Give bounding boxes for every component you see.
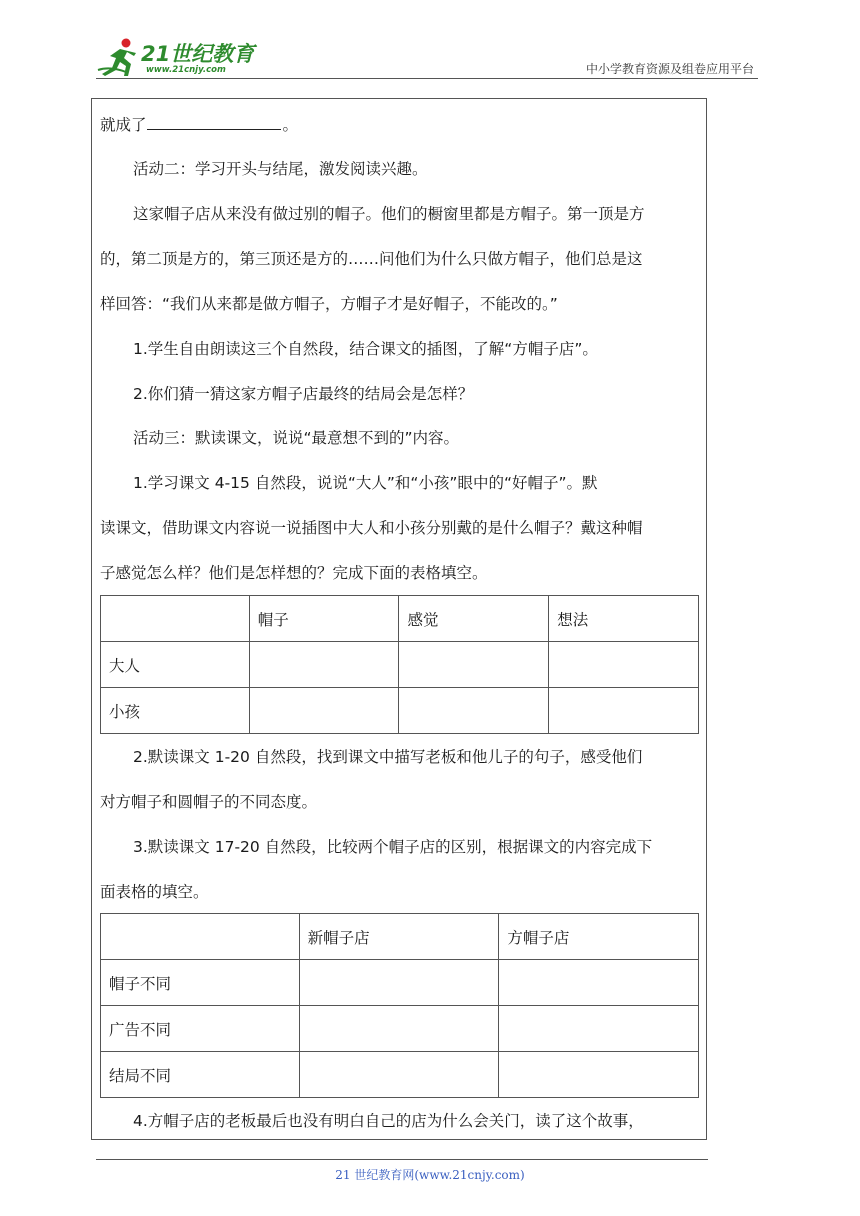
table-adult-child-hats: [100, 595, 699, 734]
table-fill-cell[interactable]: [549, 642, 699, 688]
question-2: 2.你们猜一猜这家方帽子店最终的结局会是怎样？: [133, 385, 474, 403]
table-fill-cell[interactable]: [249, 688, 399, 734]
activity2-title: 活动二：学习开头与结尾，激发阅读兴趣。: [133, 160, 428, 178]
platform-title: 中小学教育资源及组卷应用平台: [585, 62, 754, 76]
a3-question-1-line-2: 读课文，借助课文内容说一说插图中大人和小孩分别戴的是什么帽子？戴这种帽: [100, 519, 643, 537]
table-fill-cell[interactable]: [499, 960, 699, 1006]
header-divider: [96, 78, 758, 79]
row-label: 大人: [101, 642, 250, 688]
a3-question-1-line-3: 子感觉怎么样？他们是怎样想的？完成下面的表格填空。: [100, 564, 488, 582]
table-fill-cell[interactable]: [399, 642, 549, 688]
footer-divider: [96, 1159, 708, 1160]
line-end: 。: [282, 116, 299, 134]
row-label: 帽子不同: [101, 960, 300, 1006]
table-fill-cell[interactable]: [399, 688, 549, 734]
table-row: [101, 642, 699, 688]
line-text: 就成了: [100, 116, 147, 134]
table-fill-cell[interactable]: [499, 1052, 699, 1098]
table-row: [101, 1006, 699, 1052]
runner-logo-icon: [96, 36, 142, 78]
brand-url: www.21cnjy.com: [146, 65, 226, 75]
table-row: [101, 960, 699, 1006]
table-header-cell: 帽子: [249, 596, 399, 642]
table-row: [101, 688, 699, 734]
a3-question-3-line-1: 3.默读课文 17-20 自然段，比较两个帽子店的区别，根据课文的内容完成下: [133, 838, 653, 856]
quote-line-3: 样回答：“我们从来都是做方帽子，方帽子才是好帽子，不能改的。”: [100, 295, 558, 313]
table-fill-cell[interactable]: [499, 1006, 699, 1052]
a3-question-2-line-1: 2.默读课文 1-20 自然段，找到课文中描写老板和他儿子的句子，感受他们: [133, 748, 643, 766]
table-fill-cell[interactable]: [249, 642, 399, 688]
site-logo: [96, 36, 261, 78]
row-label: 结局不同: [101, 1052, 300, 1098]
a3-question-4-line-1: 4.方帽子店的老板最后也没有明白自己的店为什么会关门，读了这个故事，: [133, 1112, 644, 1130]
table-fill-cell[interactable]: [299, 1052, 499, 1098]
row-label: 广告不同: [101, 1006, 300, 1052]
fill-blank[interactable]: [147, 115, 281, 130]
table-header-cell: 方帽子店: [499, 914, 699, 960]
footer-link[interactable]: 21 世纪教育网(www.21cnjy.com): [335, 1168, 525, 1182]
quote-line-1: 这家帽子店从来没有做过别的帽子。他们的橱窗里都是方帽子。第一顶是方: [133, 205, 645, 223]
row-label: 小孩: [101, 688, 250, 734]
table-fill-cell[interactable]: [299, 1006, 499, 1052]
a3-question-3-line-2: 面表格的填空。: [100, 883, 209, 901]
table-row: [101, 1052, 699, 1098]
brand-name: 21世纪教育: [141, 42, 255, 66]
line-continuation: [100, 114, 298, 136]
table-header-cell: 感觉: [399, 596, 549, 642]
table-header-cell: [101, 596, 250, 642]
quote-line-2: 的，第二顶是方的，第三顶还是方的……问他们为什么只做方帽子，他们总是这: [100, 250, 643, 268]
question-1: 1.学生自由朗读这三个自然段，结合课文的插图，了解“方帽子店”。: [133, 340, 598, 358]
table-header-row: [101, 596, 699, 642]
activity3-title: 活动三：默读课文，说说“最意想不到的”内容。: [133, 429, 460, 447]
table-header-cell: 想法: [549, 596, 699, 642]
table-header-cell: [101, 914, 300, 960]
table-shop-comparison: [100, 913, 699, 1098]
a3-question-2-line-2: 对方帽子和圆帽子的不同态度。: [100, 793, 318, 811]
a3-question-1-line-1: 1.学习课文 4-15 自然段，说说“大人”和“小孩”眼中的“好帽子”。默: [133, 474, 598, 492]
table-fill-cell[interactable]: [549, 688, 699, 734]
table-header-row: [101, 914, 699, 960]
table-header-cell: 新帽子店: [299, 914, 499, 960]
table-fill-cell[interactable]: [299, 960, 499, 1006]
